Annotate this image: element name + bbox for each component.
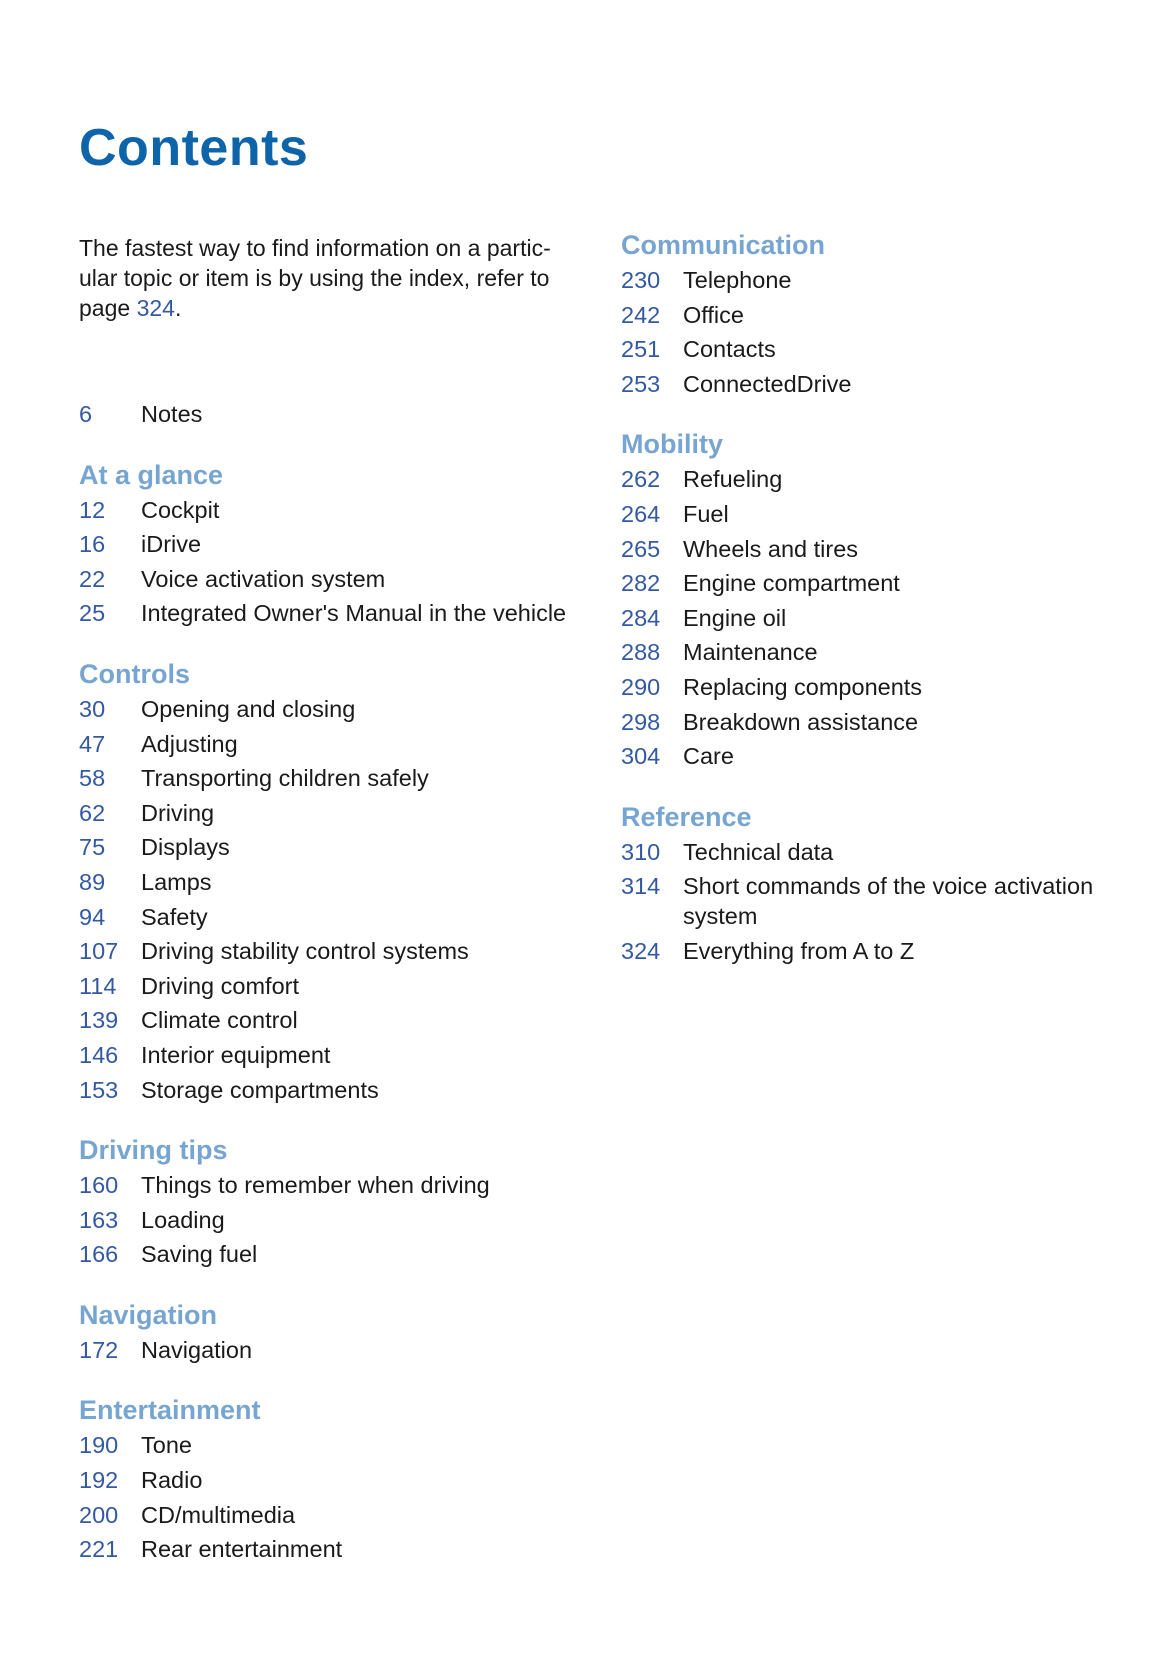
toc-entry[interactable] bbox=[621, 332, 1121, 367]
page-number[interactable]: 172 bbox=[79, 1336, 119, 1363]
page-number[interactable]: 62 bbox=[79, 799, 106, 826]
toc-entry[interactable] bbox=[79, 1203, 579, 1238]
toc-entry[interactable] bbox=[621, 497, 1121, 532]
page-number[interactable]: 75 bbox=[79, 834, 106, 861]
toc-entry[interactable] bbox=[79, 900, 579, 935]
page-number[interactable]: 30 bbox=[79, 695, 106, 722]
entry-title[interactable]: iDrive bbox=[141, 531, 202, 558]
toc-entry[interactable] bbox=[79, 692, 579, 727]
page-number[interactable]: 160 bbox=[79, 1172, 119, 1199]
page-number[interactable]: 25 bbox=[79, 600, 106, 627]
entry-title[interactable]: Integrated Owner's Manual in the vehicle bbox=[141, 600, 567, 627]
entry-title[interactable]: Refueling bbox=[683, 466, 783, 493]
entry-title[interactable]: Short commands of the voice activation system bbox=[683, 873, 1094, 930]
toc-entry[interactable] bbox=[79, 761, 579, 796]
toc-entry[interactable] bbox=[621, 835, 1121, 870]
toc-entry[interactable] bbox=[621, 367, 1121, 402]
page-number[interactable]: 192 bbox=[79, 1467, 119, 1494]
page-number[interactable]: 242 bbox=[621, 301, 661, 328]
page-number[interactable]: 253 bbox=[621, 370, 661, 397]
toc-entry[interactable] bbox=[79, 727, 579, 762]
page-number[interactable]: 139 bbox=[79, 1007, 119, 1034]
toc-entry[interactable] bbox=[79, 397, 579, 432]
toc-entry[interactable] bbox=[79, 493, 579, 528]
entry-title[interactable]: CD/multimedia bbox=[141, 1501, 296, 1528]
entry-title[interactable]: Maintenance bbox=[683, 639, 818, 666]
section-heading: Entertainment bbox=[79, 1395, 261, 1426]
entry-title[interactable]: Adjusting bbox=[141, 730, 238, 757]
entry-title[interactable]: Care bbox=[683, 743, 734, 770]
section-heading: Navigation bbox=[79, 1299, 218, 1330]
toc-section bbox=[621, 228, 1121, 401]
entry-title[interactable]: Rear entertainment bbox=[141, 1536, 343, 1563]
toc-entry[interactable] bbox=[79, 865, 579, 900]
intro-end: . bbox=[174, 295, 182, 321]
entry-title[interactable]: Displays bbox=[141, 834, 230, 861]
entry-title[interactable]: Technical data bbox=[683, 838, 834, 865]
toc-entry[interactable] bbox=[79, 1038, 579, 1073]
toc-entry[interactable] bbox=[79, 527, 579, 562]
toc-entry[interactable] bbox=[79, 1532, 579, 1567]
toc-entry[interactable] bbox=[79, 1073, 579, 1108]
page-number[interactable]: 163 bbox=[79, 1206, 119, 1233]
toc-entry[interactable] bbox=[79, 1237, 579, 1272]
entry-title[interactable]: Engine oil bbox=[683, 604, 787, 631]
toc-entry[interactable] bbox=[79, 934, 579, 969]
page-number[interactable]: 22 bbox=[79, 565, 106, 592]
entry-title[interactable]: Storage compartments bbox=[141, 1076, 379, 1103]
section-heading: Controls bbox=[79, 658, 190, 689]
entry-title[interactable]: Everything from A to Z bbox=[683, 938, 915, 965]
section-heading: Driving tips bbox=[79, 1135, 228, 1166]
page-number[interactable]: 264 bbox=[621, 500, 661, 527]
entry-title[interactable]: Driving bbox=[141, 799, 215, 826]
toc-right-sections bbox=[621, 228, 1121, 969]
toc-entry[interactable] bbox=[621, 934, 1121, 969]
page-number[interactable]: 153 bbox=[79, 1076, 119, 1103]
toc-section bbox=[621, 800, 1121, 969]
toc-entry[interactable] bbox=[79, 1168, 579, 1203]
toc-entry[interactable] bbox=[79, 562, 579, 597]
page-number[interactable]: 284 bbox=[621, 604, 661, 631]
page-number[interactable]: 166 bbox=[79, 1241, 119, 1268]
page-number[interactable]: 47 bbox=[79, 730, 106, 757]
section-heading: Reference bbox=[621, 801, 752, 832]
toc-section bbox=[79, 1298, 579, 1368]
toc-section bbox=[79, 397, 579, 432]
page-number[interactable]: 190 bbox=[79, 1432, 119, 1459]
toc-entry[interactable] bbox=[621, 566, 1121, 601]
page-number[interactable]: 114 bbox=[79, 972, 117, 999]
entry-title[interactable]: Navigation bbox=[141, 1336, 253, 1363]
toc-entry[interactable] bbox=[79, 596, 579, 631]
page-number[interactable]: 89 bbox=[79, 868, 106, 895]
toc-section bbox=[79, 458, 579, 631]
entry-title[interactable]: Safety bbox=[141, 903, 208, 930]
page-number[interactable]: 107 bbox=[79, 938, 119, 965]
right-column bbox=[621, 228, 1121, 995]
entry-title[interactable]: Office bbox=[683, 301, 744, 328]
toc-entry[interactable] bbox=[79, 969, 579, 1004]
page-number[interactable]: 282 bbox=[621, 570, 661, 597]
entry-title[interactable]: Cockpit bbox=[141, 496, 220, 523]
entry-title[interactable]: Wheels and tires bbox=[683, 535, 859, 562]
index-page-link[interactable]: 324 bbox=[136, 295, 175, 321]
entry-title[interactable]: Interior equipment bbox=[141, 1041, 331, 1068]
entry-title[interactable]: Tone bbox=[141, 1432, 192, 1459]
page-number[interactable]: 16 bbox=[79, 531, 106, 558]
page-number[interactable]: 290 bbox=[621, 673, 661, 700]
page-number[interactable]: 262 bbox=[621, 466, 661, 493]
page-number[interactable]: 200 bbox=[79, 1501, 119, 1528]
entry-title[interactable]: Things to remember when driving bbox=[141, 1172, 490, 1199]
entry-title[interactable]: Fuel bbox=[683, 500, 729, 527]
toc-left-sections bbox=[79, 397, 579, 1567]
entry-title[interactable]: Radio bbox=[141, 1467, 203, 1494]
toc-section bbox=[79, 1133, 579, 1272]
page-number[interactable]: 230 bbox=[621, 267, 661, 293]
entry-title[interactable]: Driving stability control systems bbox=[141, 938, 469, 965]
section-heading: Mobility bbox=[621, 429, 723, 460]
toc-entry[interactable] bbox=[621, 705, 1121, 740]
entry-title[interactable]: Replacing components bbox=[683, 673, 923, 700]
toc-entry[interactable] bbox=[79, 830, 579, 865]
entry-title[interactable]: Saving fuel bbox=[141, 1241, 258, 1268]
page-number[interactable]: 265 bbox=[621, 535, 661, 562]
entry-title[interactable]: Notes bbox=[141, 401, 203, 427]
entry-title[interactable]: Contacts bbox=[683, 336, 776, 363]
toc-entry[interactable] bbox=[79, 1428, 579, 1463]
entry-title[interactable]: Climate control bbox=[141, 1007, 298, 1034]
toc-section bbox=[621, 427, 1121, 773]
page-number[interactable]: 310 bbox=[621, 838, 661, 865]
toc-entry[interactable] bbox=[621, 263, 1121, 298]
toc-entry[interactable] bbox=[79, 1003, 579, 1038]
toc-entry[interactable] bbox=[621, 601, 1121, 636]
entry-title[interactable]: ConnectedDrive bbox=[683, 370, 852, 397]
page-number[interactable]: 251 bbox=[621, 336, 661, 363]
toc-entry[interactable] bbox=[79, 796, 579, 831]
page-number[interactable]: 221 bbox=[79, 1536, 119, 1563]
page-number[interactable]: 146 bbox=[79, 1041, 119, 1068]
toc-entry[interactable] bbox=[621, 739, 1121, 774]
entry-title[interactable]: Lamps bbox=[141, 868, 212, 895]
intro-text: The fastest way to find information on a partic-ular topic or item is by using the index, refer to page bbox=[79, 235, 551, 321]
page-number[interactable]: 304 bbox=[621, 743, 661, 770]
toc-entry[interactable] bbox=[621, 532, 1121, 567]
left-column bbox=[79, 228, 579, 1593]
entry-title[interactable]: Breakdown assistance bbox=[683, 708, 919, 735]
entry-title[interactable]: Transporting children safely bbox=[141, 765, 429, 792]
toc-section bbox=[79, 657, 579, 1107]
page-number[interactable]: 314 bbox=[621, 873, 661, 900]
page-number[interactable]: 6 bbox=[79, 401, 93, 427]
intro-paragraph bbox=[79, 233, 579, 323]
page-number[interactable]: 94 bbox=[79, 903, 106, 930]
toc-section bbox=[79, 1393, 579, 1566]
entry-title[interactable]: Telephone bbox=[683, 267, 792, 293]
page-number[interactable]: 58 bbox=[79, 765, 106, 792]
toc-entry[interactable] bbox=[621, 869, 1121, 934]
entry-title[interactable]: Driving comfort bbox=[141, 972, 300, 999]
toc-entry[interactable] bbox=[79, 1333, 579, 1368]
page-title: Contents bbox=[79, 119, 309, 177]
toc-entry[interactable] bbox=[621, 298, 1121, 333]
entry-title[interactable]: Voice activation system bbox=[141, 565, 386, 592]
toc-entry[interactable] bbox=[621, 670, 1121, 705]
page-number[interactable]: 288 bbox=[621, 639, 661, 666]
page-number[interactable]: 12 bbox=[79, 496, 106, 523]
entry-title[interactable]: Engine compartment bbox=[683, 570, 900, 597]
section-heading: At a glance bbox=[79, 459, 224, 490]
entry-title[interactable]: Loading bbox=[141, 1206, 225, 1233]
entry-title[interactable]: Opening and closing bbox=[141, 695, 356, 722]
page-number[interactable]: 298 bbox=[621, 708, 661, 735]
toc-entry[interactable] bbox=[79, 1463, 579, 1498]
toc-entry[interactable] bbox=[621, 462, 1121, 497]
page-number[interactable]: 324 bbox=[621, 938, 661, 965]
toc-entry[interactable] bbox=[621, 635, 1121, 670]
section-heading: Communication bbox=[621, 230, 826, 260]
toc-entry[interactable] bbox=[79, 1498, 579, 1533]
